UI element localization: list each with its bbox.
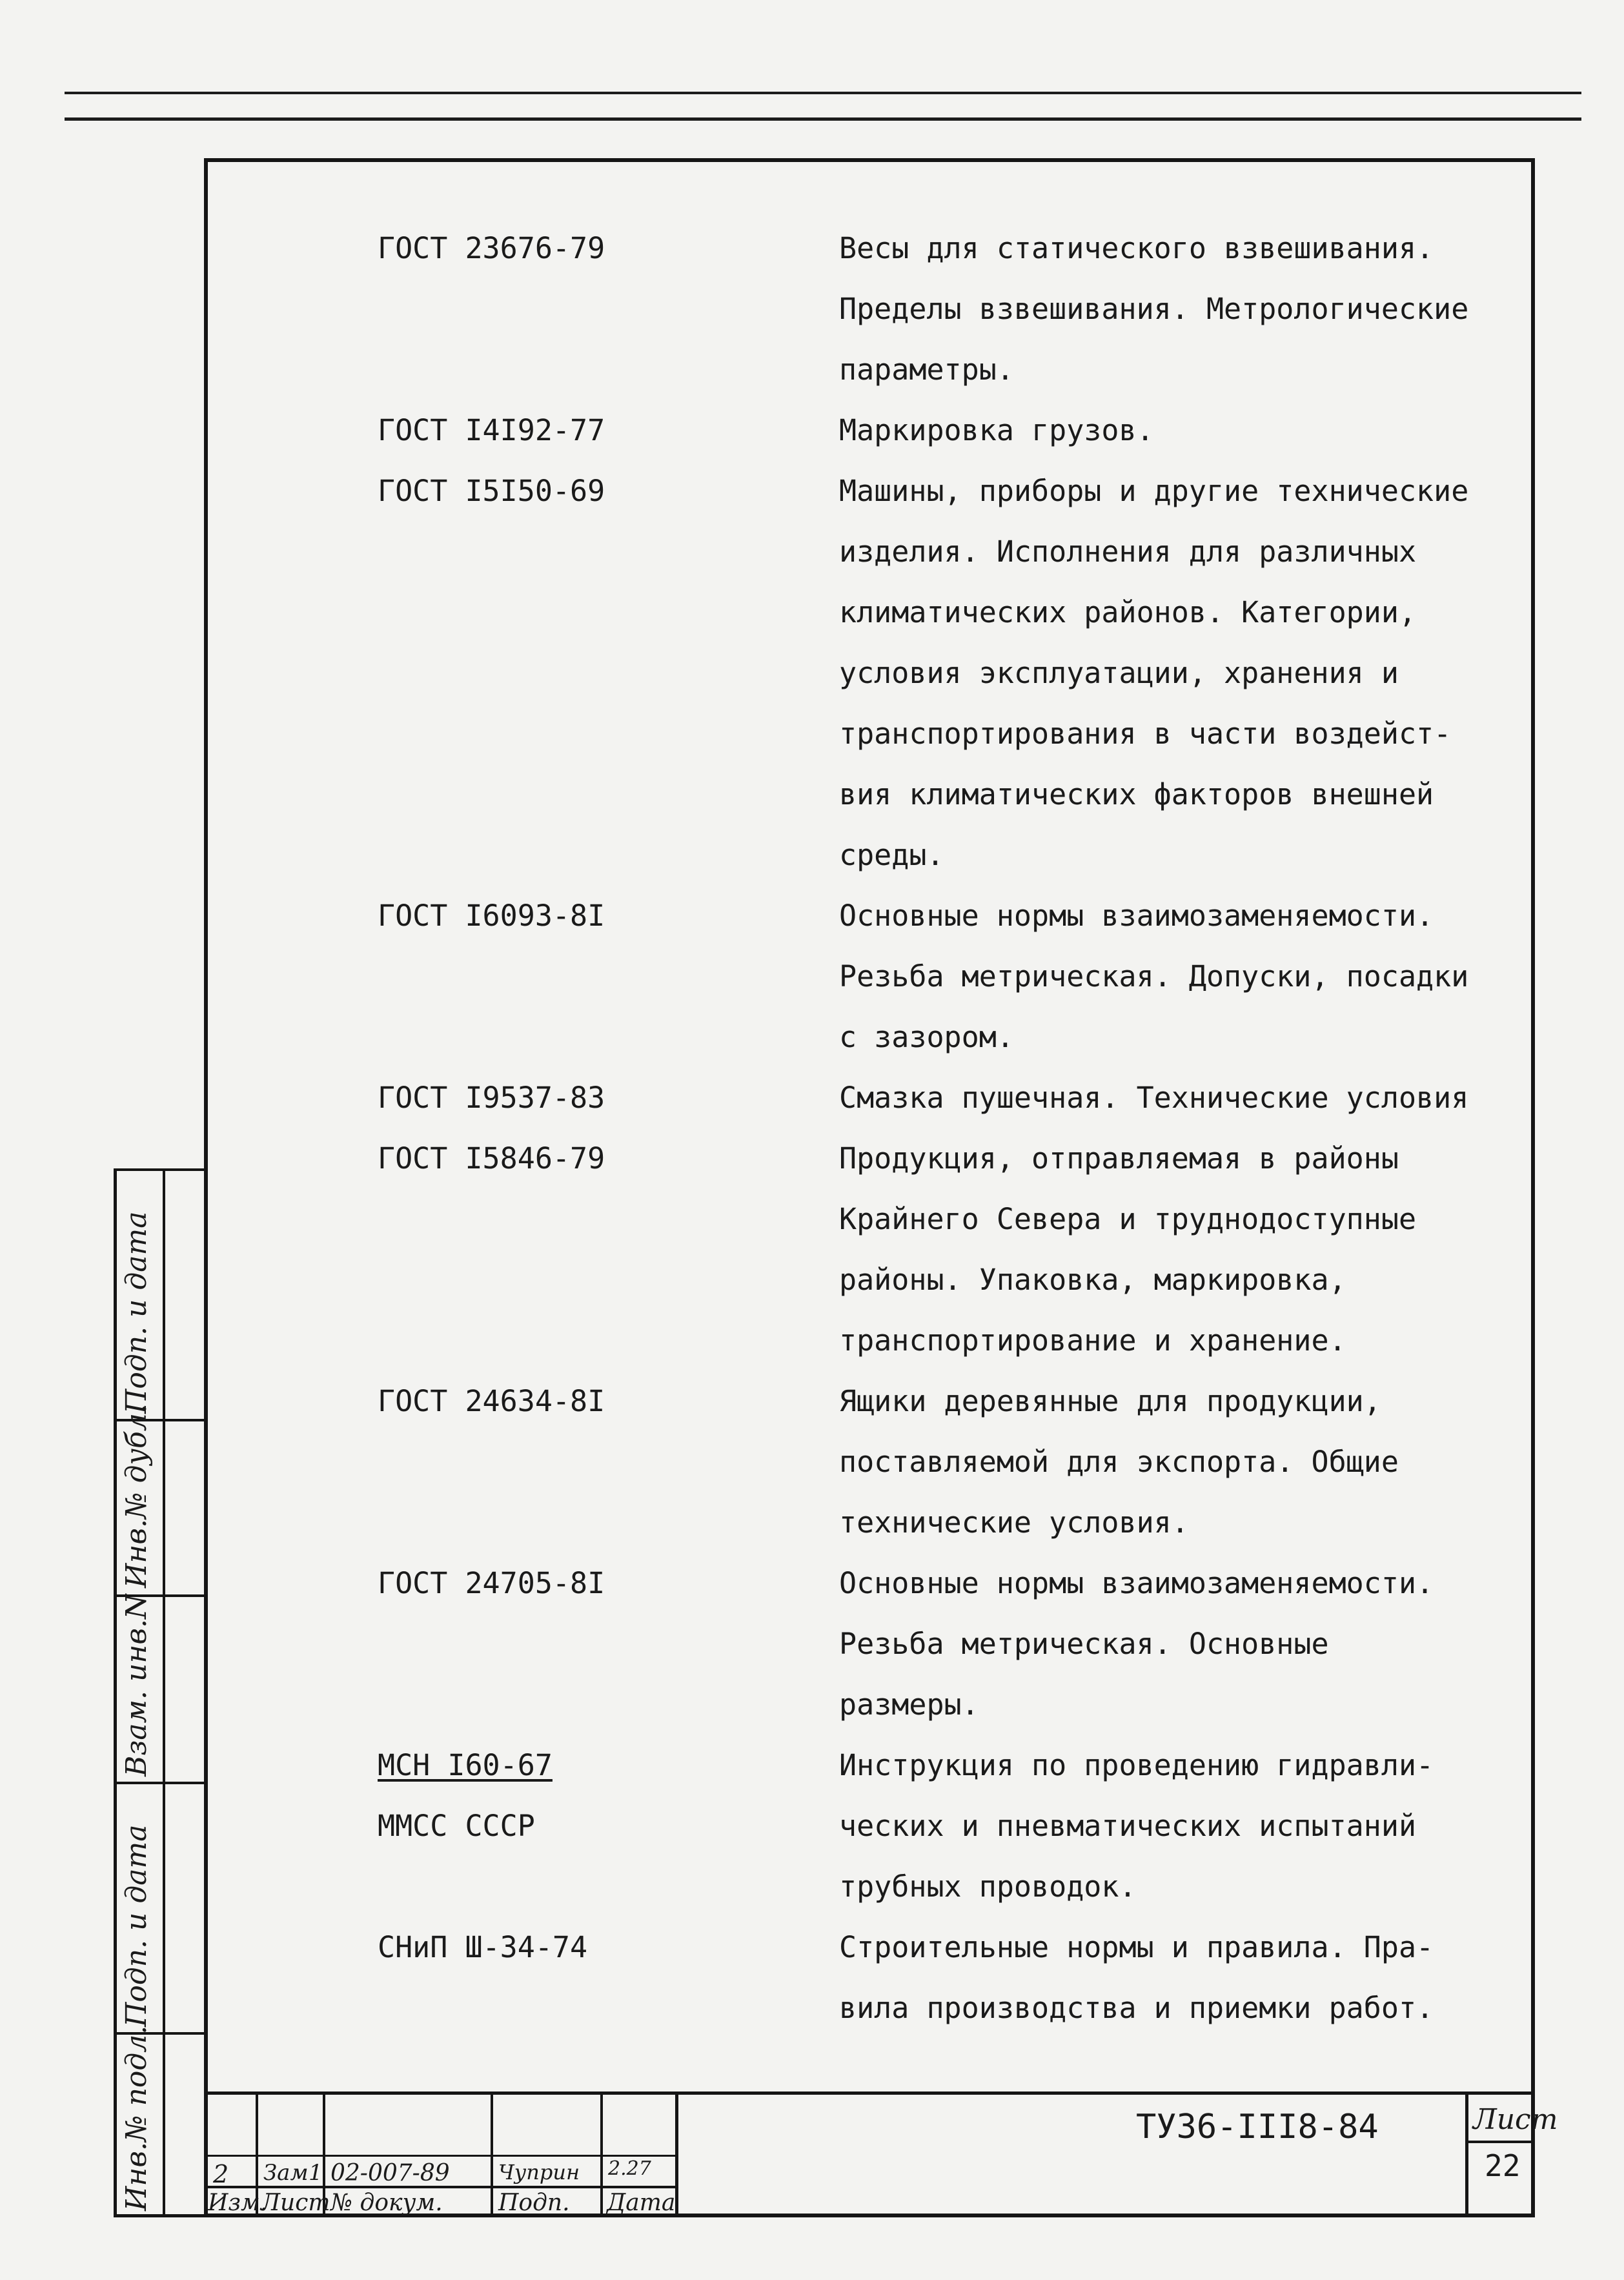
entry-desc-line: Ящики деревянные для продукции,: [839, 1384, 1381, 1418]
stamp-izm: 2: [213, 2160, 229, 2188]
stamp-header-list: Лист: [261, 2190, 330, 2216]
entry-desc-line: технические условия.: [839, 1505, 1189, 1540]
side-label-inv-podl: Инв.№ подл.: [120, 2025, 153, 2211]
entry-desc-line: Основные нормы взаимозаменяемости.: [839, 1566, 1434, 1600]
stamp-header-doc: № докум.: [330, 2190, 443, 2216]
col-divider: [675, 2092, 678, 2217]
entry-desc-line: Основные нормы взаимозаменяемости.: [839, 899, 1434, 933]
entry-desc-line: Пределы взвешивания. Метрологические: [839, 292, 1469, 326]
entry-desc-line: Весы для статического взвешивания.: [839, 231, 1434, 265]
entry-desc-line: районы. Упаковка, маркировка,: [839, 1263, 1346, 1297]
col-divider: [1465, 2092, 1468, 2217]
entry-desc-line: изделия. Исполнения для различных: [839, 534, 1417, 569]
entry-code: СНиП Ш-34-74: [378, 1930, 588, 1964]
entry-desc-line: Машины, приборы и другие технические: [839, 474, 1469, 508]
entry-desc-line: транспортирования в части воздейст-: [839, 717, 1452, 751]
entry-desc-line: транспортирование и хранение.: [839, 1323, 1346, 1358]
entry-code: МСН I60-67: [378, 1748, 553, 1782]
title-block-row-divider: [204, 2155, 675, 2157]
entry-code: ГОСТ I9537-83: [378, 1081, 605, 1115]
stamp-doc-num: 02-007-89: [330, 2160, 450, 2186]
side-label-podp-data-2: Подп. и дата: [120, 1824, 153, 2027]
top-rule-2: [65, 117, 1581, 121]
col-divider: [491, 2092, 493, 2217]
sheet-label: Лист: [1473, 2103, 1558, 2136]
entry-code-secondary: ММСС СССР: [378, 1809, 535, 1843]
entry-desc-line: ческих и пневматических испытаний: [839, 1809, 1417, 1843]
entry-desc-line: Инструкция по проведению гидравли-: [839, 1748, 1434, 1782]
stamp-list: Зам: [263, 2160, 309, 2186]
entry-code: ГОСТ I4I92-77: [378, 413, 605, 447]
side-divider: [114, 1168, 204, 1171]
entry-code: ГОСТ 24634-8I: [378, 1384, 605, 1418]
sheet-divider: [1465, 2141, 1535, 2143]
side-divider: [114, 1782, 204, 1784]
entry-desc-line: климатических районов. Категории,: [839, 595, 1417, 629]
entry-desc-line: среды.: [839, 838, 944, 872]
stamp-header-podp: Подп.: [498, 2190, 570, 2216]
entry-desc-line: условия эксплуатации, хранения и: [839, 656, 1399, 690]
entry-desc-line: размеры.: [839, 1687, 979, 1722]
stamp-header-izm: Изм.: [208, 2190, 268, 2216]
entry-desc-line: Строительные нормы и правила. Пра-: [839, 1930, 1434, 1964]
document-code: ТУ36-III8-84: [1136, 2108, 1379, 2146]
stamp-list-n: 1: [309, 2160, 323, 2186]
entry-desc-line: вия климатических факторов внешней: [839, 777, 1434, 811]
stamp-header-data: Дата: [607, 2190, 676, 2216]
entry-desc-line: Крайнего Севера и труднодоступные: [839, 1202, 1417, 1236]
entry-desc-line: вила производства и приемки работ.: [839, 1991, 1434, 2025]
side-label-vzam-inv: Взам. инв.N: [120, 1594, 153, 1776]
entry-desc-line: Маркировка грузов.: [839, 413, 1154, 447]
entry-desc-line: Продукция, отправляемая в районы: [839, 1141, 1399, 1176]
entry-desc-line: Резьба метрическая. Допуски, посадки: [839, 959, 1469, 993]
entry-code: ГОСТ 23676-79: [378, 231, 605, 265]
entry-desc-line: с зазором.: [839, 1020, 1014, 1054]
col-divider: [600, 2092, 603, 2217]
top-rule: [65, 92, 1581, 94]
side-label-podp-data: Подп. и дата: [120, 1211, 153, 1414]
sheet-number: 22: [1485, 2148, 1521, 2183]
entry-desc-line: Смазка пушечная. Технические условия: [839, 1081, 1469, 1115]
entry-code: ГОСТ I6093-8I: [378, 899, 605, 933]
side-border: [114, 1168, 117, 2217]
entry-code: ГОСТ I5I50-69: [378, 474, 605, 508]
entry-code: ГОСТ I5846-79: [378, 1141, 605, 1176]
entry-desc-line: параметры.: [839, 352, 1014, 387]
entry-code: ГОСТ 24705-8I: [378, 1566, 605, 1600]
side-inner-border: [163, 1168, 165, 2217]
entry-desc-line: Резьба метрическая. Основные: [839, 1627, 1329, 1661]
entry-desc-line: трубных проводок.: [839, 1869, 1137, 1904]
stamp-date: 2.27: [608, 2157, 651, 2180]
entry-desc-line: поставляемой для экспорта. Общие: [839, 1445, 1399, 1479]
side-label-inv-dubl: Инв.№ дубл.: [120, 1404, 153, 1588]
title-block-top: [204, 2092, 1535, 2095]
stamp-signature: Чуприн: [498, 2160, 580, 2184]
side-divider: [114, 2214, 204, 2217]
